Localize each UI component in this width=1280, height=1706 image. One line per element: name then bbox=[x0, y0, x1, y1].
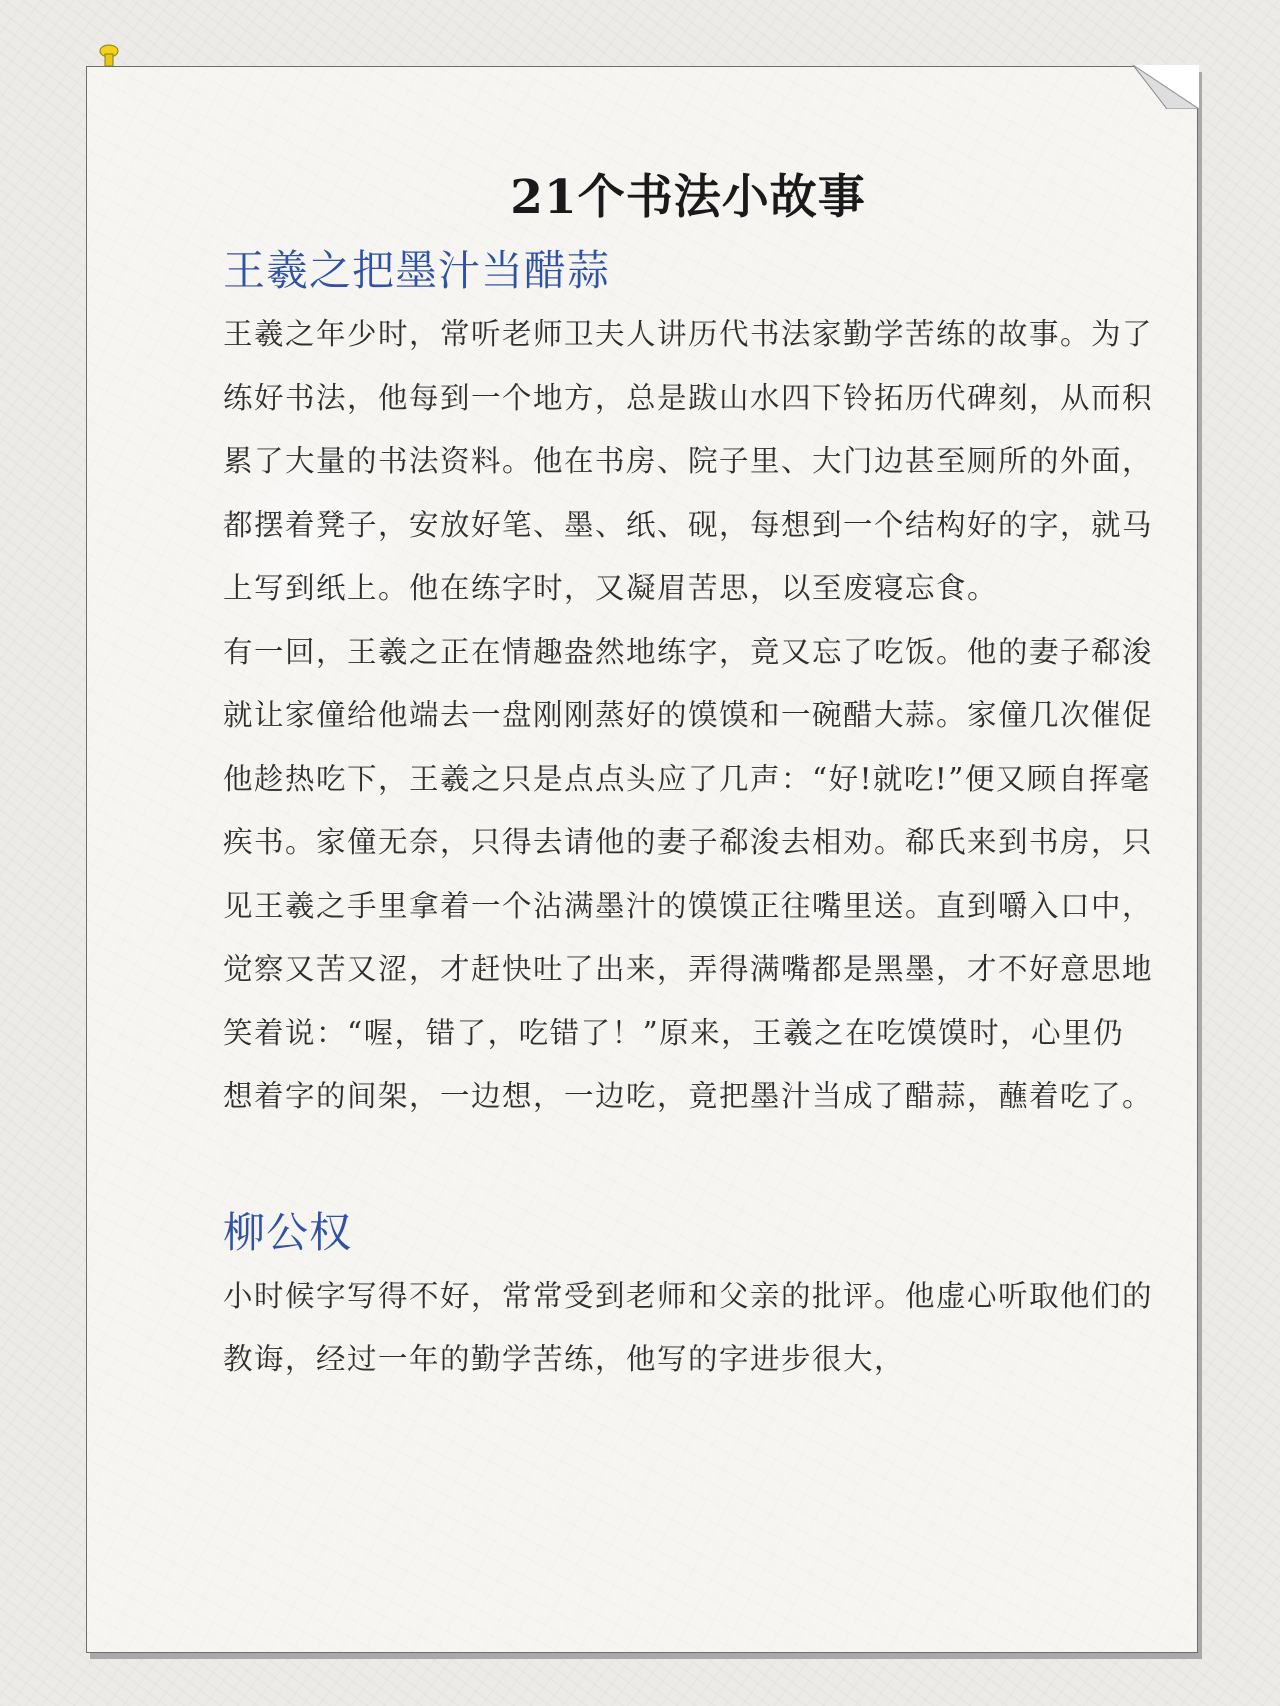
story-section bbox=[223, 1201, 1153, 1392]
section-heading: 王羲之把墨汁当醋蒜 bbox=[223, 246, 611, 295]
paper-sheet bbox=[86, 66, 1198, 1653]
page-corner-fold-icon bbox=[1133, 65, 1199, 109]
story-section bbox=[223, 239, 1153, 1129]
story-paragraph: 王羲之年少时，常听老师卫夫人讲历代书法家勤学苦练的故事。为了练好书法，他每到一个地方，总是跋山水四下铃拓历代碑刻，从而积累了大量的书法资料。他在书房、院子里、大门边甚至厕所的外面，都摆着凳子，安放好笔、墨、纸、砚，每想到一个结构好的字，就马上写到纸上。他在练字时，又凝眉苦思，以至废寝忘食。 bbox=[223, 317, 1154, 605]
story-paragraph: 有一回，王羲之正在情趣盎然地练字，竟又忘了吃饭。他的妻子郗浚就让家僮给他端去一盘刚刚蒸好的馍馍和一碗醋大蒜。家僮几次催促他趁热吃下，王羲之只是点点头应了几声：“好!就吃!”便又顾自挥毫疾书。家僮无奈，只得去请他的妻子郗浚去相劝。郗氏来到书房，只见王羲之手里拿着一个沾满墨汁的馍馍正往嘴里送。直到嚼入口中，觉察又苦又涩，才赶快吐了出来，弄得满嘴都是黑墨，才不好意思地笑着说：“喔，错了，吃错了！”原来，王羲之在吃馍馍时，心里仍想着字的间架，一边想，一边吃，竟把墨汁当成了醋蒜，蘸着吃了。 bbox=[223, 634, 1154, 1113]
section-heading: 柳公权 bbox=[223, 1207, 353, 1257]
page-title: 21个书法小故事 bbox=[510, 170, 866, 225]
story-paragraph: 小时候字写得不好，常常受到老师和父亲的批评。他虚心听取他们的教诲，经过一年的勤学苦练，他写的字进步很大， bbox=[223, 1278, 1154, 1376]
article bbox=[223, 157, 1153, 1392]
